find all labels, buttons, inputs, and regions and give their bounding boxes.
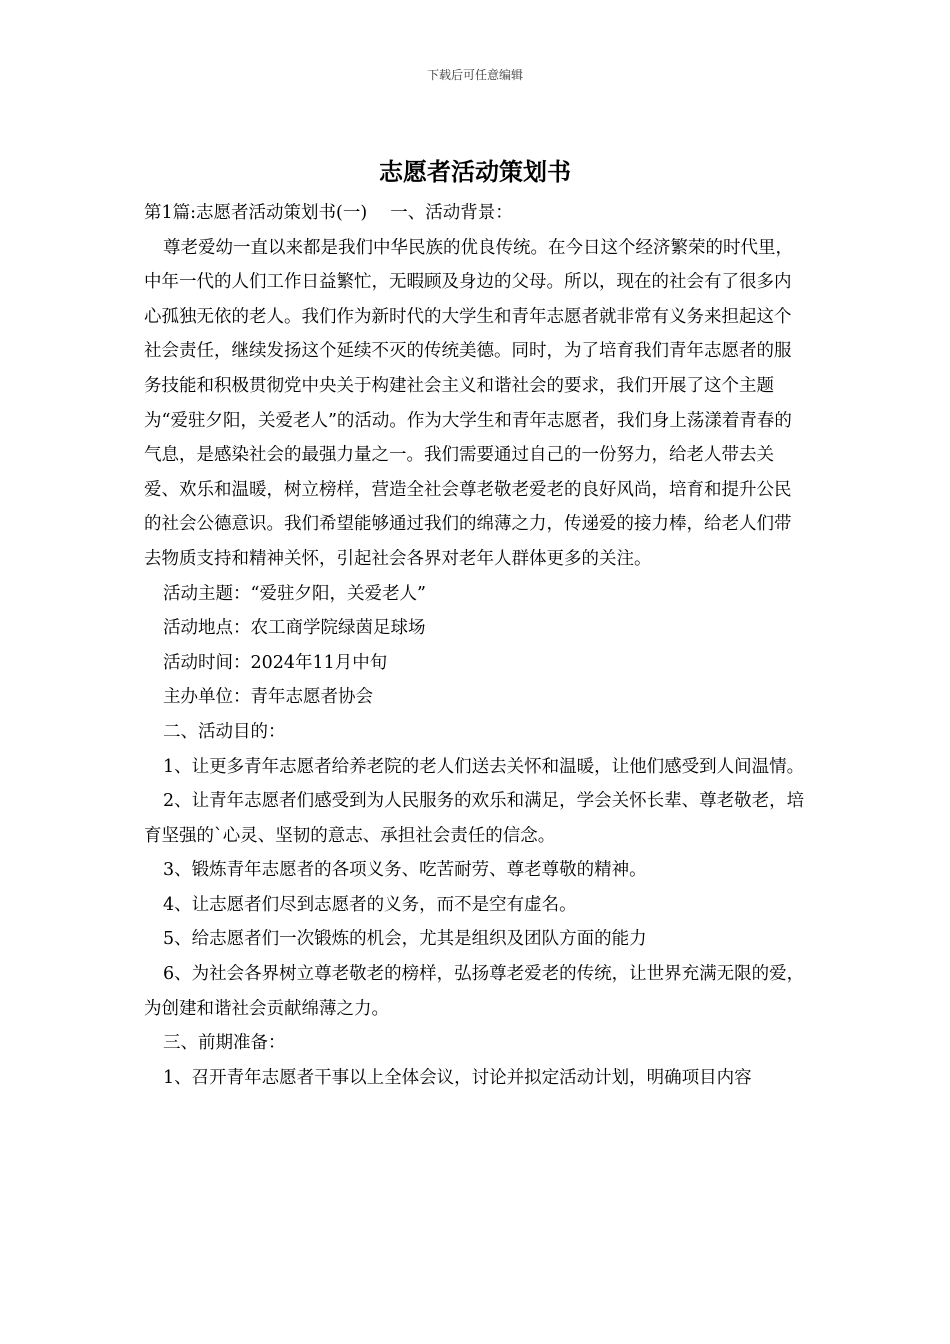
section-heading-purpose: 二、活动目的： <box>163 721 286 742</box>
paragraph-location: 活动地点：农工商学院绿茵足球场 <box>163 618 426 639</box>
list-item: 2、让青年志愿者们感受到为人民服务的欢乐和满足，学会关怀长辈、尊老敬老，培育坚强的`心灵、坚韧的意志、承担社会责任的信念。 <box>144 791 805 846</box>
page-header: 下载后可任意编辑 <box>426 68 523 82</box>
list-item: 1、让更多青年志愿者给养老院的老人们送去关怀和温暖，让他们感受到人间温情。 <box>163 756 805 777</box>
list-item: 3、锻炼青年志愿者的各项义务、吃苦耐劳、尊老尊敬的精神。 <box>163 860 647 881</box>
paragraph-organizer: 主办单位：青年志愿者协会 <box>163 687 373 708</box>
paragraph-background: 尊老爱幼一直以来都是我们中华民族的优良传统。在今日这个经济繁荣的时代里，中年一代的人们工作日益繁忙，无暇顾及身边的父母。所以，现在的社会有了很多内心孤独无依的老人。我们作为新时代的大学生和青年志愿者就非常有义务来担起这个社会责任，继续发扬这个延续不灭的传统美德。同时，为了培育我们青年志愿者的服务技能和积极贯彻党中央关于构建社会主义和谐社会的要求，我们开展了这个主题为“爱驻夕阳，关爱老人”的活动。作为大学生和青年志愿者，我们身上荡漾着青春的气息，是感染社会的最强力量之一。我们需要通过自己的一份努力，给老人带去关爱、欢乐和温暖，树立榜样，营造全社会尊老敬老爱老的良好风尚，培育和提升公民的社会公德意识。我们希望能够通过我们的绵薄之力，传递爱的接力棒，给老人们带去物质支持和精神关怀，引起社会各界对老年人群体更多的关注。 <box>144 237 793 569</box>
list-item: 4、让志愿者们尽到志愿者的义务，而不是空有虚名。 <box>163 894 577 915</box>
document-body <box>144 196 806 1095</box>
section-heading-preparation: 三、前期准备： <box>163 1033 286 1054</box>
list-item: 1、召开青年志愿者干事以上全体会议，讨论并拟定活动计划，明确项目内容 <box>163 1067 752 1088</box>
section-heading-line: 第1篇:志愿者活动策划书(一) 一、活动背景： <box>144 203 513 223</box>
document-title: 志愿者活动策划书 <box>379 158 571 186</box>
paragraph-time: 活动时间：2024年11月中旬 <box>163 652 388 673</box>
list-item: 6、为社会各界树立尊老敬老的榜样，弘扬尊老爱老的传统，让世界充满无限的爱，为创建和谐社会贡献绵薄之力。 <box>144 964 805 1019</box>
list-item: 5、给志愿者们一次锻炼的机会，尤其是组织及团队方面的能力 <box>163 929 647 950</box>
paragraph-theme: 活动主题：“爱驻夕阳，关爱老人” <box>163 583 426 604</box>
